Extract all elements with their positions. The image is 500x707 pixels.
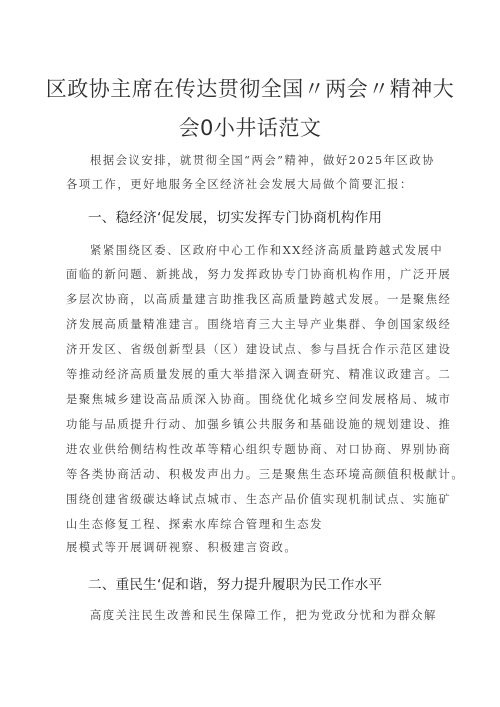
section-1-line: 紧紧围绕区委、区政府中心工作和XX经济高质量跨越式发展中 bbox=[90, 244, 444, 257]
intro-line: 各项工作，更好地服务全区经济社会发展大局做个简要汇报： bbox=[66, 178, 413, 191]
intro-line: 根据会议安排，就贯彻全国“两会”精神，做好2025年区政协 bbox=[90, 154, 436, 167]
section-1-line: 等推动经济高质量发展的重大举措深入调查研究、精准议政建言。二 bbox=[66, 368, 452, 381]
section-1-line: 展模式等开展调研视察、积极建言资政。 bbox=[66, 541, 298, 554]
section-heading-2: 二、重民生‘促和谐，努力提升履职为民工作水平 bbox=[88, 577, 383, 593]
section-1-line: 济发展高质量精准建言。围绕培育三大主导产业集群、争创国家级经 bbox=[66, 318, 452, 331]
section-1-line: 多层次协商，以高质量建言助推我区高质量跨越式发展。一是聚焦经 bbox=[66, 293, 452, 306]
section-1-line: 面临的新问题、新挑战，努力发挥政协专门协商机构作用，广泛开展 bbox=[66, 268, 452, 281]
document-title-line-2: 会0小井话范文 bbox=[178, 116, 322, 140]
section-1-line: 进农业供给侧结构性改革等精心组织专题协商、对口协商、界别协商 bbox=[66, 443, 452, 456]
section-1-line: 围绕创建省级碳达峰试点城市、生态产品价值实现机制试点、实施矿 bbox=[66, 493, 452, 506]
section-1-line: 等各类协商活动、积极发声出力。三是聚焦生态环境高颜值积极献计。 bbox=[66, 468, 465, 481]
section-2-line: 高度关注民生改善和民生保障工作，把为党政分忧和为群众解 bbox=[90, 609, 437, 622]
section-1-line: 山生态修复工程、探索水库综合管理和生态发 bbox=[66, 518, 323, 531]
section-1-line: 是聚焦城乡建设高品质深入协商。围绕优化城乡空间发展格局、城市 bbox=[66, 393, 452, 406]
section-heading-1: 一、稳经济‘促发展，切实发挥专门协商机构作用 bbox=[88, 210, 383, 226]
section-1-line: 功能与品质提升行动、加强乡镇公共服务和基础设施的规划建设、推 bbox=[66, 418, 452, 431]
document-title-line-1: 区政协主席在传达贯彻全国〃两会〃精神大 bbox=[45, 77, 455, 101]
section-1-line: 济开发区、省级创新型县（区）建设试点、参与昌抚合作示范区建设 bbox=[66, 343, 452, 356]
